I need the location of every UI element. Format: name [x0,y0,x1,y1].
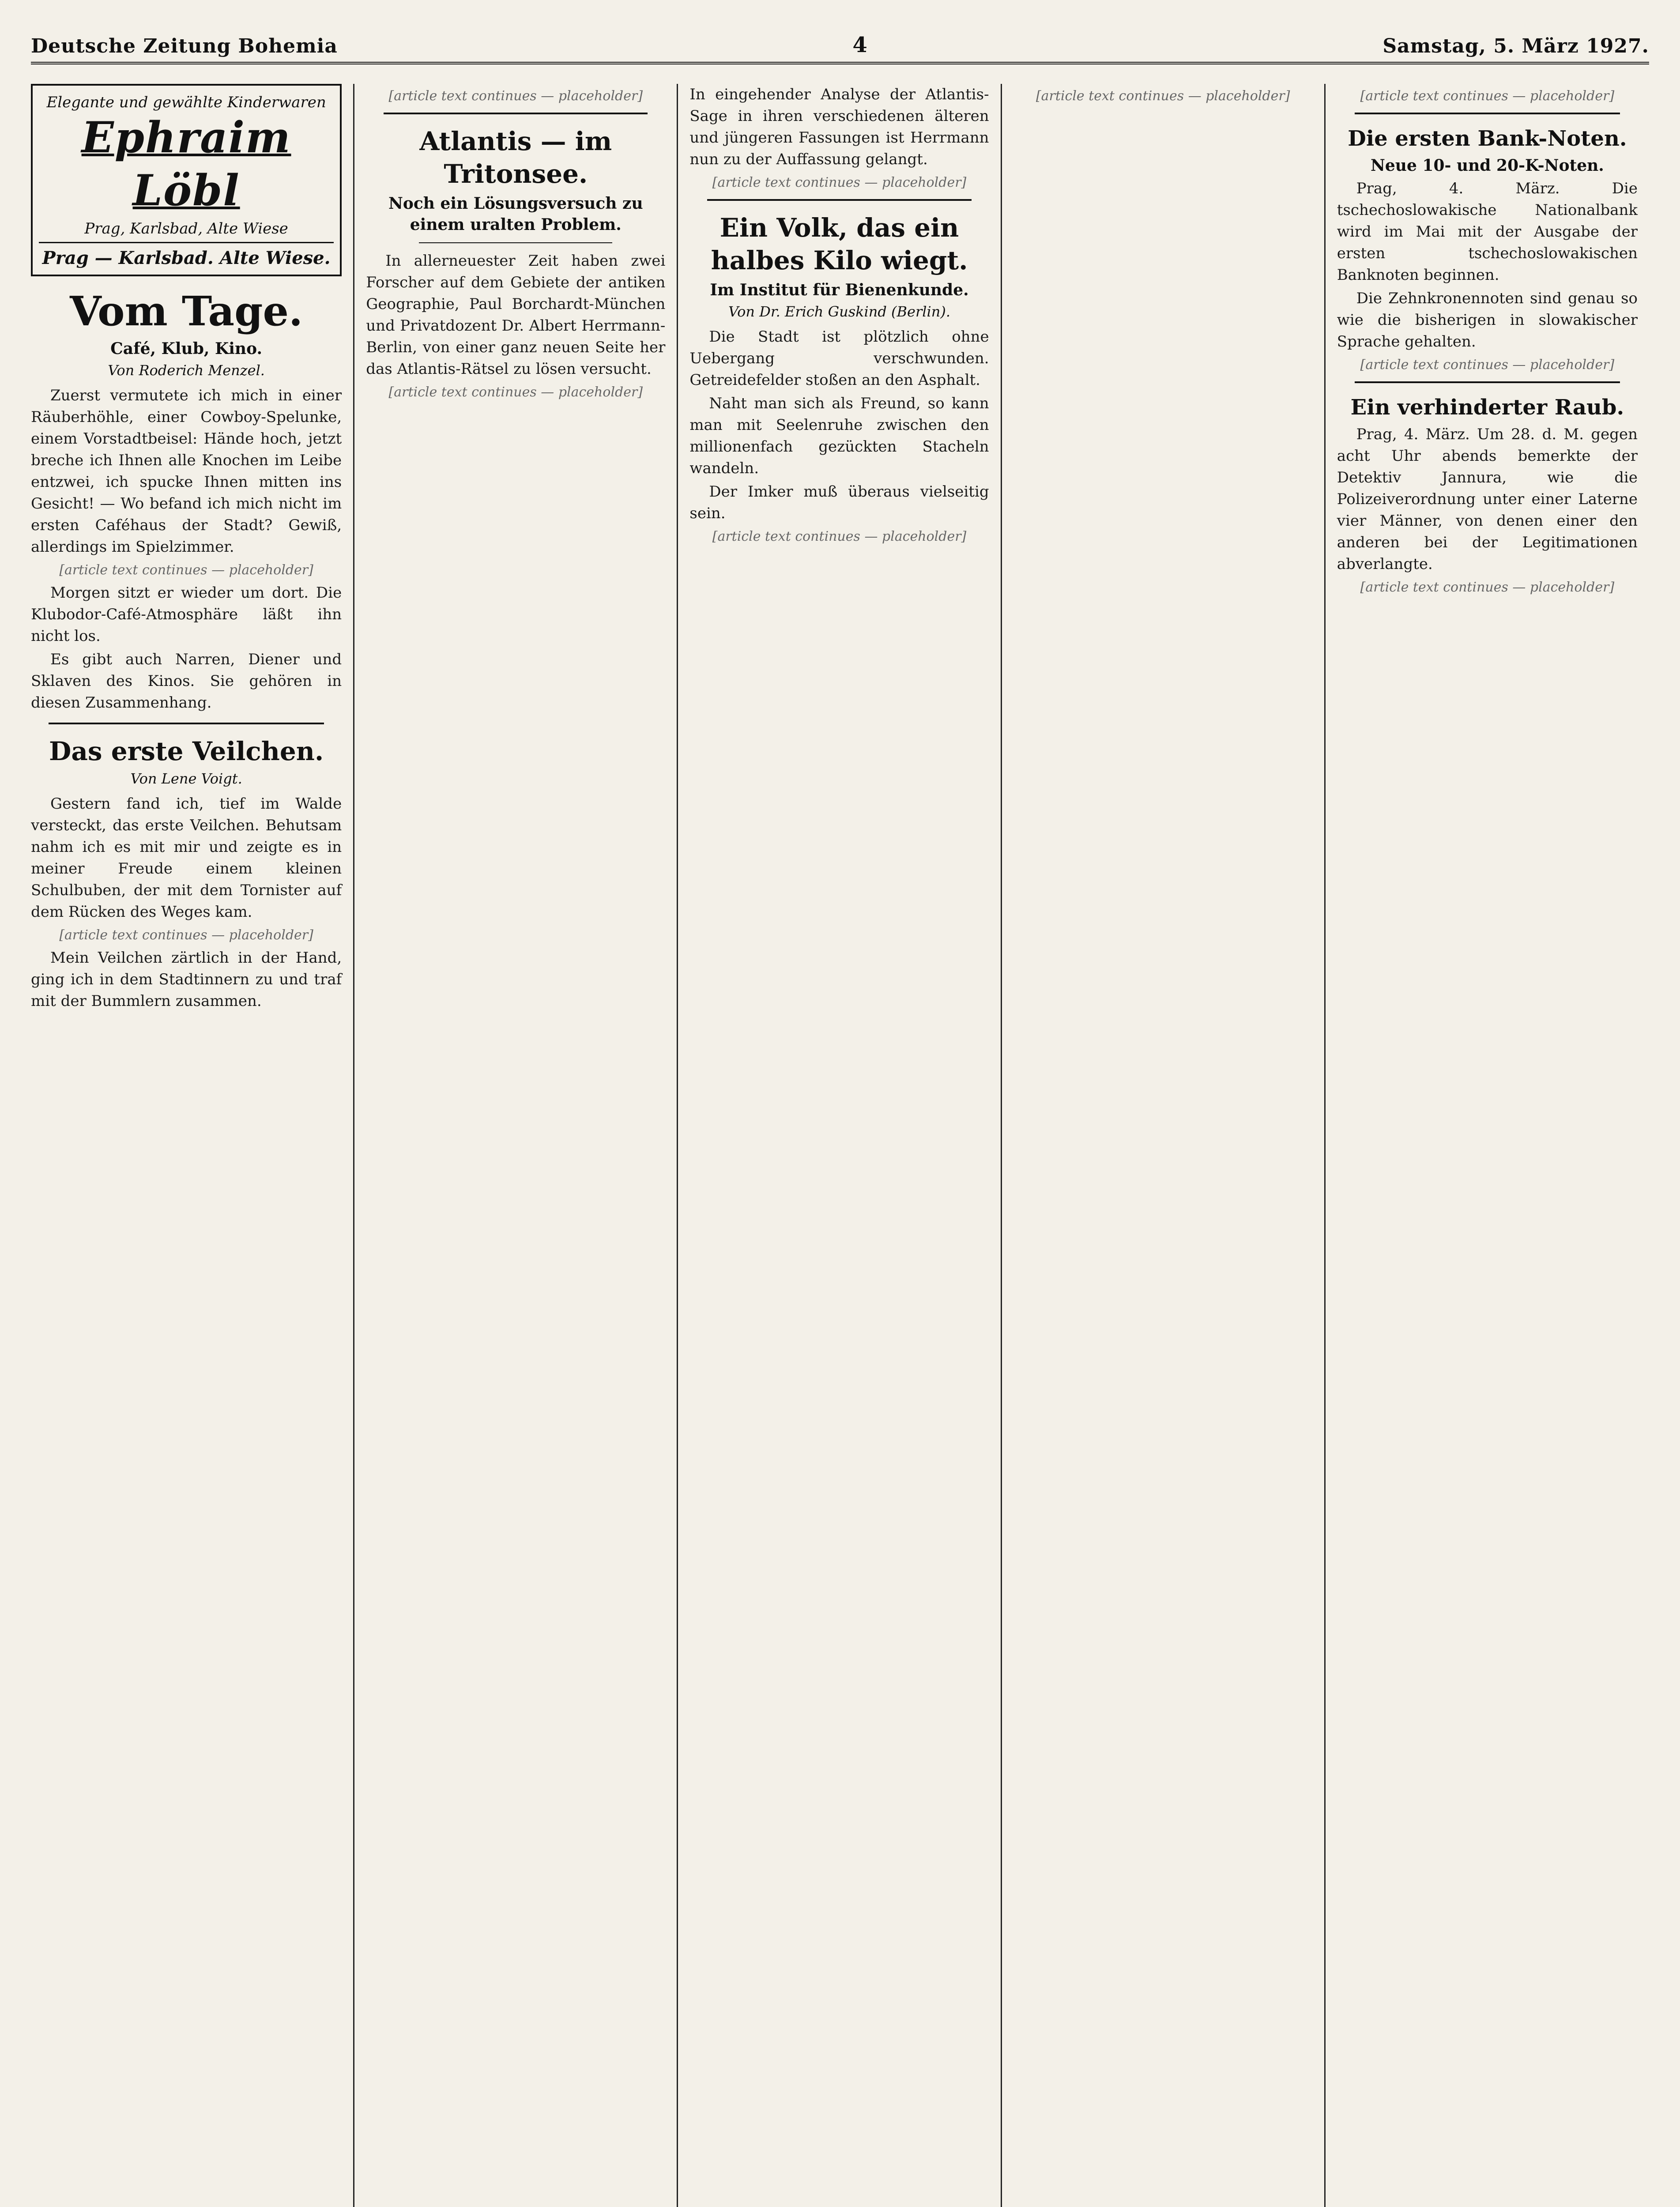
paragraph: Prag, 4. März. Die tschechoslowakische Nationalbank wird im Mai mit der Ausgabe der ersten tschechoslowakischen Banknoten beginnen. [1337,180,1638,284]
placeholder-note: [article text continues — placeholder] [1360,580,1615,595]
paragraph: Die Zehnkronennoten sind genau so wie die bisherigen in slowakischer Sprache gehalten. [1337,290,1638,350]
headline-raub: Ein verhinderter Raub. [1350,395,1624,420]
headline-veilchen: Das erste Veilchen. [49,736,324,766]
paragraph: Zuerst vermutete ich mich in einer Räuberhöhle, einer Cowboy-Spelunke, einem Vorstadtbeisel: Hände hoch, jetzt breche ich Ihnen alle Knochen im Leibe entzwei, ich spucke Ihnen mitten ins Gesicht! — Wo befand ich mich nicht im ersten Caféhaus der Stadt? Gewiß, allerdings im Spielzimmer. [31,387,342,556]
headline-atlantis: Atlantis — im Tritonsee. [419,126,612,189]
placeholder-note: [article text continues — placeholder] [1036,88,1290,104]
column-1 [31,84,354,2207]
headline-volk: Ein Volk, das ein halbes Kilo wiegt. [711,213,968,275]
placeholder-note: [article text continues — placeholder] [59,927,313,943]
column-3 [678,84,1002,2207]
column-5 [1326,84,1649,2207]
headline-vom-tage: Vom Tage. [70,287,303,335]
placeholder-note: [article text continues — placeholder] [1360,357,1615,373]
paper-name: Deutsche Zeitung Bohemia [31,35,338,57]
page-number: 4 [852,33,868,57]
paragraph: Die Stadt ist plötzlich ohne Uebergang verschwunden. Getreidefelder stoßen an den Asphalt. [689,328,989,389]
paragraph: Naht man sich als Freund, so kann man mit Seelenruhe zwischen den millionenfach gezückten Stacheln wandeln. [689,395,989,477]
byline-veilchen: Von Lene Voigt. [130,770,242,787]
placeholder-note: [article text continues — placeholder] [712,175,967,190]
subhead-volk: Im Institut für Bienenkunde. [710,281,969,299]
advertisement [31,84,342,276]
divider [384,113,648,114]
paragraph: Gestern fand ich, tief im Walde versteckt, das erste Veilchen. Behutsam nahm ich es mit mir und zeigte es in meiner Freude einem kleinen Schulbuben, der mit dem Tornister auf dem Rücken des Weges kam. [31,795,342,921]
column-4 [1002,84,1326,2207]
subhead-vom-tage: Café, Klub, Kino. [110,339,263,358]
subhead-atlantis: Noch ein Lösungsversuch zu einem uralten Problem. [388,194,643,234]
paragraph: Prag, 4. März. Um 28. d. M. gegen acht Uhr abends bemerkte der Detektiv Jannura, wie die Polizeiverordnung unter einer Laterne vier Männer, von denen einer den anderen bei der Legitimationen abverlangte. [1337,426,1638,573]
placeholder-note: [article text continues — placeholder] [1360,88,1615,104]
divider [1355,381,1620,383]
divider [49,723,324,724]
paragraph: In allerneuester Zeit haben zwei Forscher auf dem Gebiete der antiken Geographie, Paul Borchardt-München und Privatdozent Dr. Albert Herrmann-Berlin, von einer ganz neuen Seite her das Atlantis-Rätsel zu lösen versucht. [366,252,666,378]
placeholder-note: [article text continues — placeholder] [388,88,643,104]
column-2 [354,84,678,2207]
paragraph: Es gibt auch Narren, Diener und Sklaven des Kinos. Sie gehören in diesen Zusammenhang. [31,651,342,712]
placeholder-note: [article text continues — placeholder] [712,529,967,544]
headline-banknoten: Die ersten Bank-Noten. [1348,126,1627,151]
placeholder-note: [article text continues — placeholder] [388,384,643,400]
paragraph: Der Imker muß überaus vielseitig sein. [689,483,989,522]
divider [1355,113,1620,114]
byline-vom-tage: Von Roderich Menzel. [108,362,265,379]
ad-brand: Ephraim Löbl [81,113,291,215]
running-head [31,26,1649,64]
divider [707,199,971,201]
divider [419,242,612,243]
subhead-banknoten: Neue 10- und 20-K-Noten. [1370,156,1604,175]
byline-volk: Von Dr. Erich Guskind (Berlin). [728,303,951,320]
columns [31,84,1649,2207]
ad-tagline: Elegante und gewählte Kinderwaren [46,94,326,111]
ad-address: Prag, Karlsbad, Alte Wiese [84,220,288,237]
paragraph: Mein Veilchen zärtlich in der Hand, ging ich in dem Stadtinnern zu und traf mit der Bummlern zusammen. [31,949,342,1010]
issue-date: Samstag, 5. März 1927. [1382,35,1649,57]
placeholder-note: [article text continues — placeholder] [59,562,313,578]
paragraph: Morgen sitzt er wieder um dort. Die Klubodor-Café-Atmosphäre läßt ihn nicht los. [31,584,342,645]
ad-locations: Prag — Karlsbad. Alte Wiese. [39,242,334,268]
paragraph: In eingehender Analyse der Atlantis-Sage in ihren verschiedenen älteren und jüngeren Fassungen ist Herrmann nun zu der Auffassung gelangt. [689,86,989,168]
